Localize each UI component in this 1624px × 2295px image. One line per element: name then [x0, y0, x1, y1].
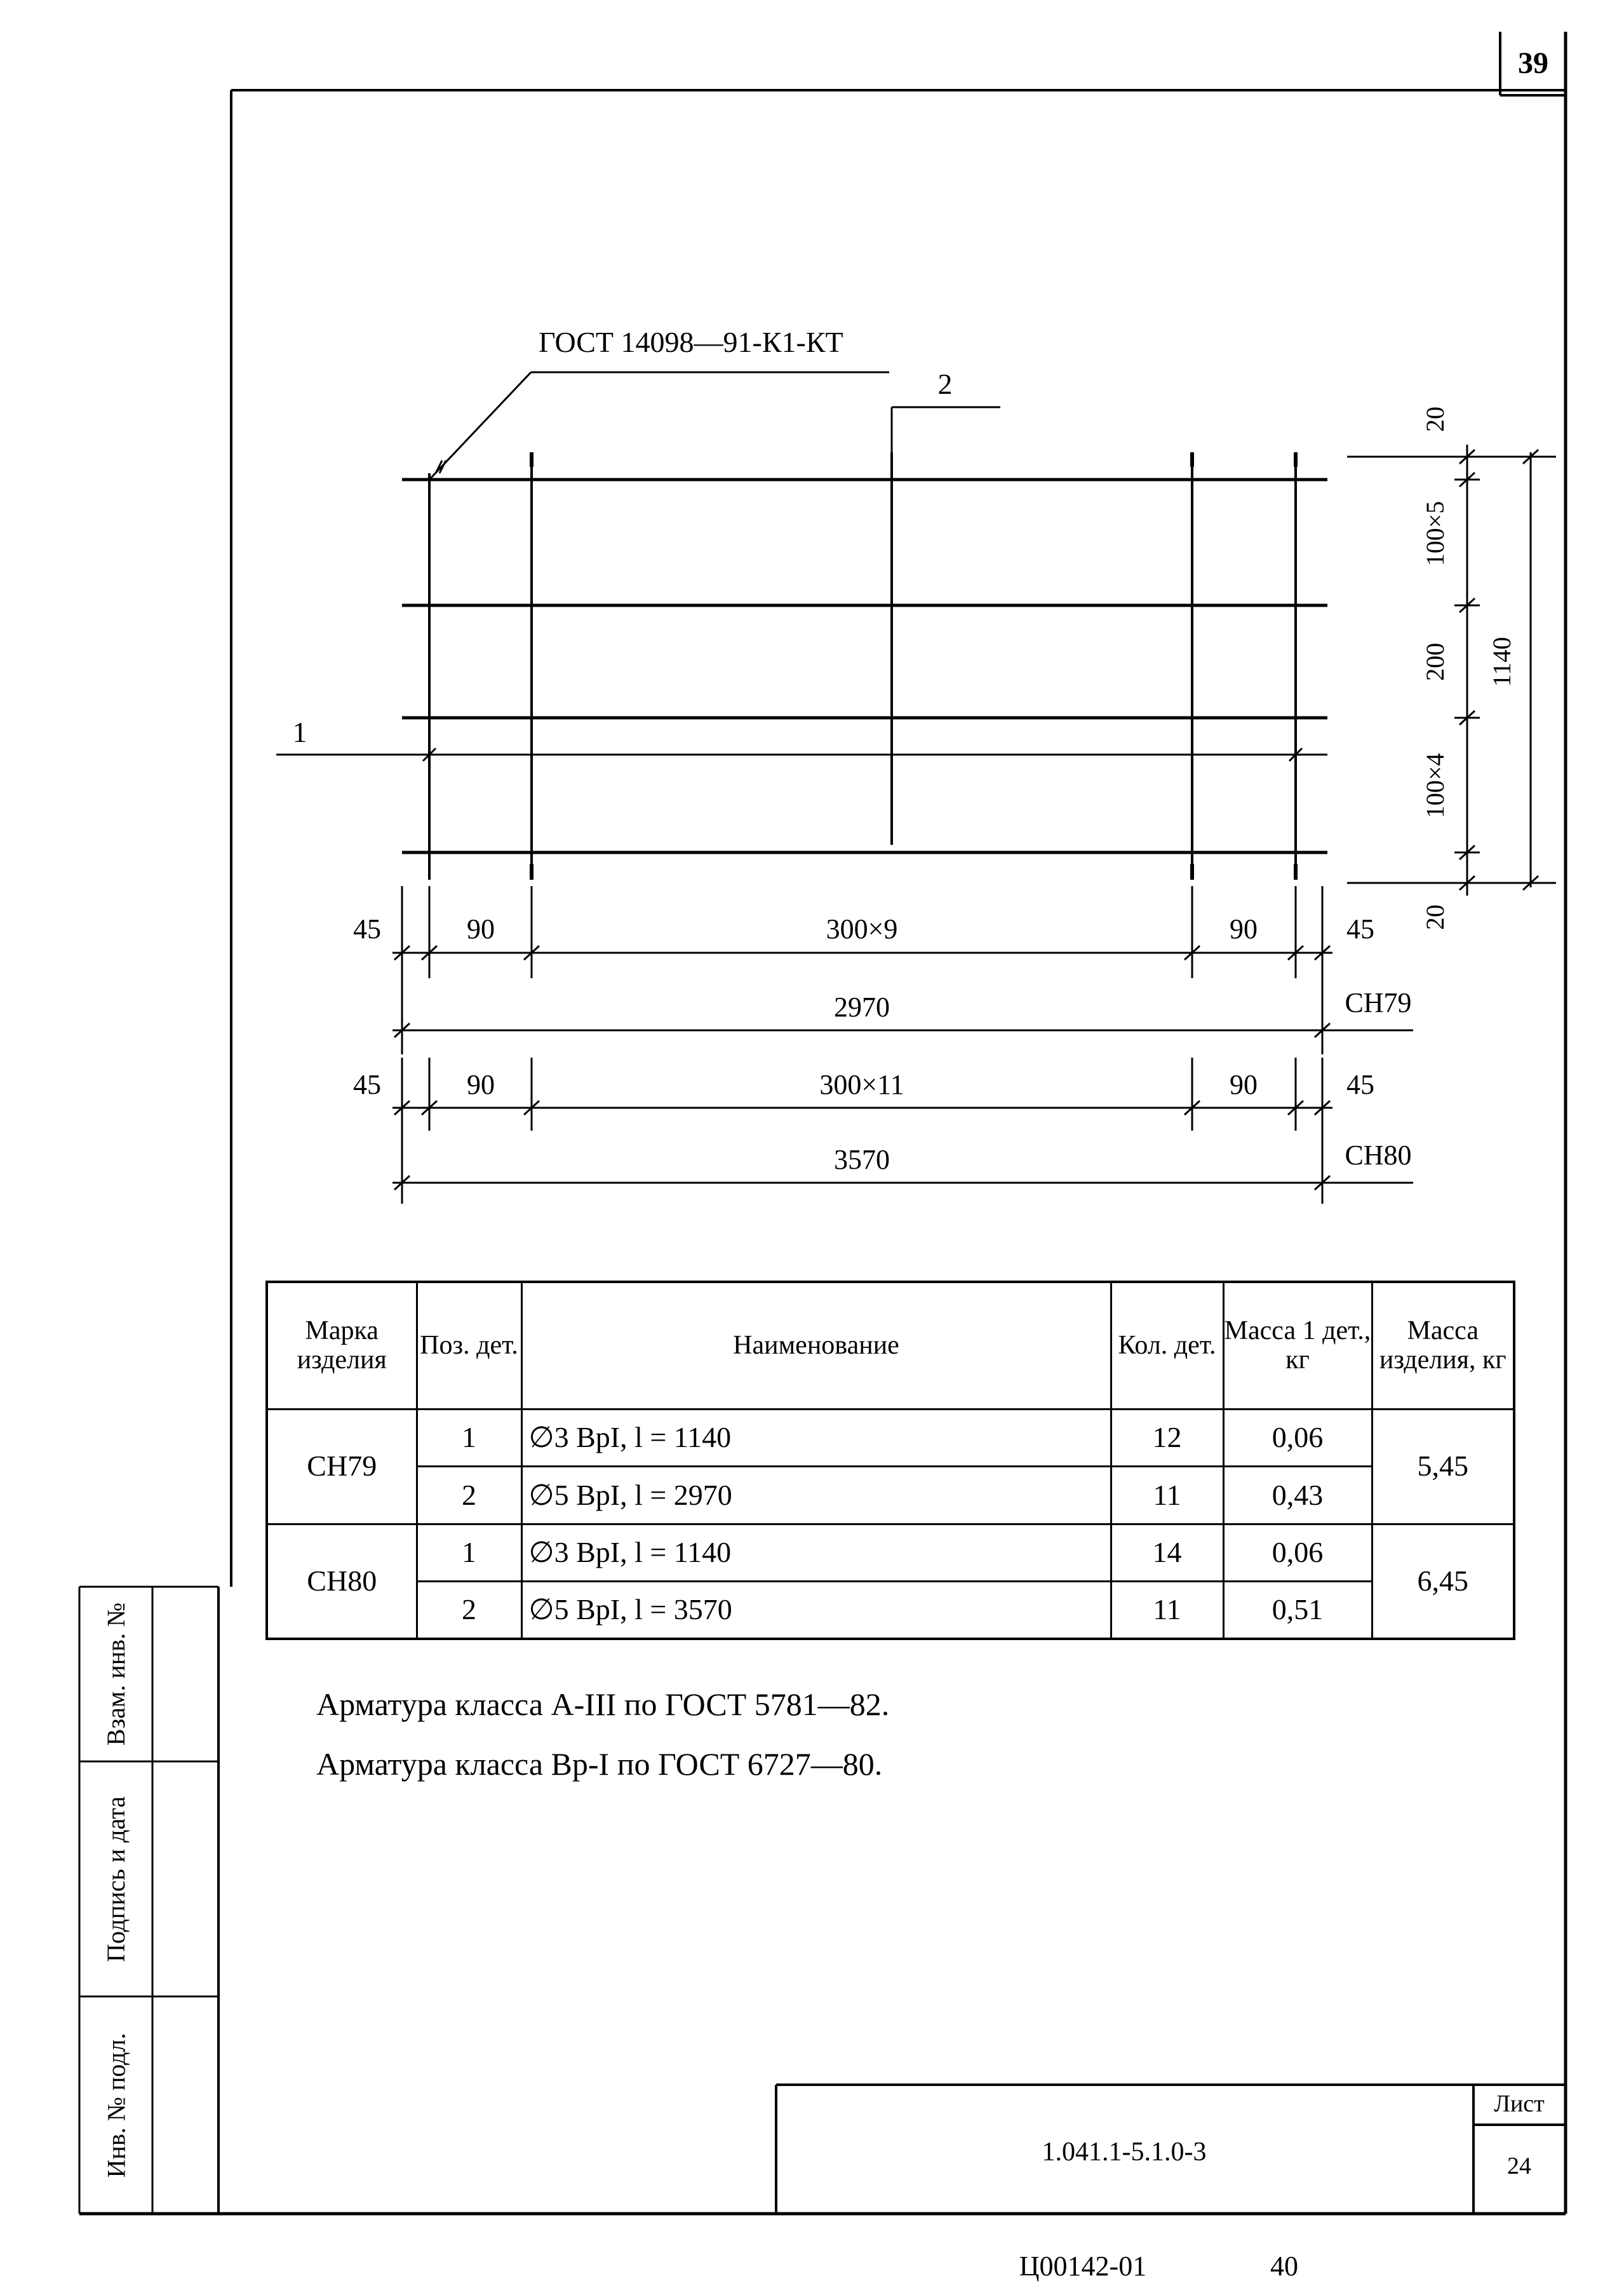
ch79-dim-lines: [393, 886, 1413, 1054]
ch79-dim-right: 45: [1346, 913, 1374, 945]
dim-20-top: 20: [1421, 407, 1449, 432]
cell-pos: 2: [417, 1582, 521, 1639]
cell-mass: 0,51: [1223, 1582, 1372, 1639]
side-stamp-podpis: [79, 1761, 152, 1996]
table-row: [267, 1409, 1514, 1466]
mesh-bar-ends: [532, 452, 1296, 880]
cell-mass: 0,06: [1223, 1409, 1372, 1466]
header-mass-item: Масса изделия, кг: [1372, 1282, 1514, 1409]
table-row: [267, 1582, 1514, 1639]
cell-name: ∅3 ВрI, l = 1140: [521, 1524, 1111, 1581]
cell-mark: СН79: [267, 1409, 417, 1524]
table-row: [267, 1524, 1514, 1581]
ch80-dim-left: 45: [353, 1069, 381, 1100]
note-1: Арматура класса А-III по ГОСТ 5781—82.: [316, 1686, 890, 1722]
cell-name: ∅3 ВрI, l = 1140: [521, 1409, 1111, 1466]
ch79-dim-left: 45: [353, 913, 381, 945]
ch79-dim-b: 90: [1230, 913, 1258, 945]
specification-table: [265, 1281, 1515, 1640]
mesh-longitudinal-bars: [402, 480, 1327, 852]
pos-2-label: 2: [937, 368, 953, 400]
ch80-dim-total: 3570: [834, 1144, 890, 1175]
header-name: Наименование: [521, 1282, 1111, 1409]
side-stamp-podpis-label: Подпись и дата: [102, 1796, 130, 1962]
dim-1140: 1140: [1487, 636, 1516, 687]
sheet-frame: [79, 32, 1566, 2214]
ch79-dim-a: 90: [467, 913, 495, 945]
cell-name: ∅5 ВрI, l = 3570: [521, 1582, 1111, 1639]
cell-mass-item: 6,45: [1372, 1524, 1514, 1639]
ch80-dim-b: 90: [1230, 1069, 1258, 1100]
cell-pos: 1: [417, 1524, 521, 1581]
cell-qty: 12: [1111, 1409, 1223, 1466]
ch79-dim-mid: 300×9: [826, 913, 898, 945]
header-mass-part: Масса 1 дет., кг: [1223, 1282, 1372, 1409]
cell-mass-item: 5,45: [1372, 1409, 1514, 1524]
ch80-dim-mid: 300×11: [819, 1069, 904, 1100]
side-stamp-vzam: [79, 1587, 152, 1761]
side-stamp-vzam-label: Взам. инв. №: [102, 1602, 131, 1746]
header-qty: Кол. дет.: [1111, 1282, 1223, 1409]
cell-mass: 0,43: [1223, 1467, 1372, 1524]
sheet-number: 24: [1507, 2153, 1531, 2179]
dim-100x4: 100×4: [1421, 753, 1449, 819]
ch80-mark: СН80: [1345, 1140, 1412, 1171]
side-stamp-inv-label: Инв. № подл.: [102, 2033, 131, 2177]
dim-100x5: 100×5: [1421, 501, 1449, 567]
dim-20-bottom: 20: [1421, 905, 1449, 930]
ch79-mark: СН79: [1345, 987, 1412, 1018]
ch80-dim-right: 45: [1346, 1069, 1374, 1100]
footer-code: Ц00142-01: [1019, 2251, 1147, 2282]
table-row: [267, 1467, 1514, 1524]
page-number: 39: [1518, 46, 1548, 80]
cell-pos: 2: [417, 1467, 521, 1524]
header-pos: Поз. дет.: [417, 1282, 521, 1409]
footer-number: 40: [1270, 2251, 1298, 2282]
weld-ticks: [423, 461, 1302, 761]
dim-200: 200: [1421, 643, 1449, 681]
ch80-dim-a: 90: [467, 1069, 495, 1100]
cell-mark: СН80: [267, 1524, 417, 1639]
cell-qty: 14: [1111, 1524, 1223, 1581]
pos-1-label: 1: [292, 716, 307, 748]
cell-qty: 11: [1111, 1467, 1223, 1524]
standard-callout: ГОСТ 14098—91-К1-КТ: [539, 326, 843, 358]
side-stamp-inv: [79, 1996, 152, 2214]
cell-mass: 0,06: [1223, 1524, 1372, 1581]
ch79-dim-total: 2970: [834, 992, 890, 1023]
mesh-transverse-bars: [429, 452, 1296, 880]
cell-pos: 1: [417, 1409, 521, 1466]
sheet-label: Лист: [1494, 2090, 1545, 2117]
note-2: Арматура класса Вр-I по ГОСТ 6727—80.: [316, 1746, 883, 1782]
doc-code: 1.041.1-5.1.0-3: [1042, 2137, 1207, 2167]
table-header-row: [267, 1282, 1514, 1409]
cell-name: ∅5 ВрI, l = 2970: [521, 1467, 1111, 1524]
header-mark: Марка изделия: [267, 1282, 417, 1409]
standard-leader: [429, 372, 889, 480]
right-dim-lines: [1347, 445, 1556, 896]
cell-qty: 11: [1111, 1582, 1223, 1639]
pos2-leader: [892, 407, 1000, 452]
